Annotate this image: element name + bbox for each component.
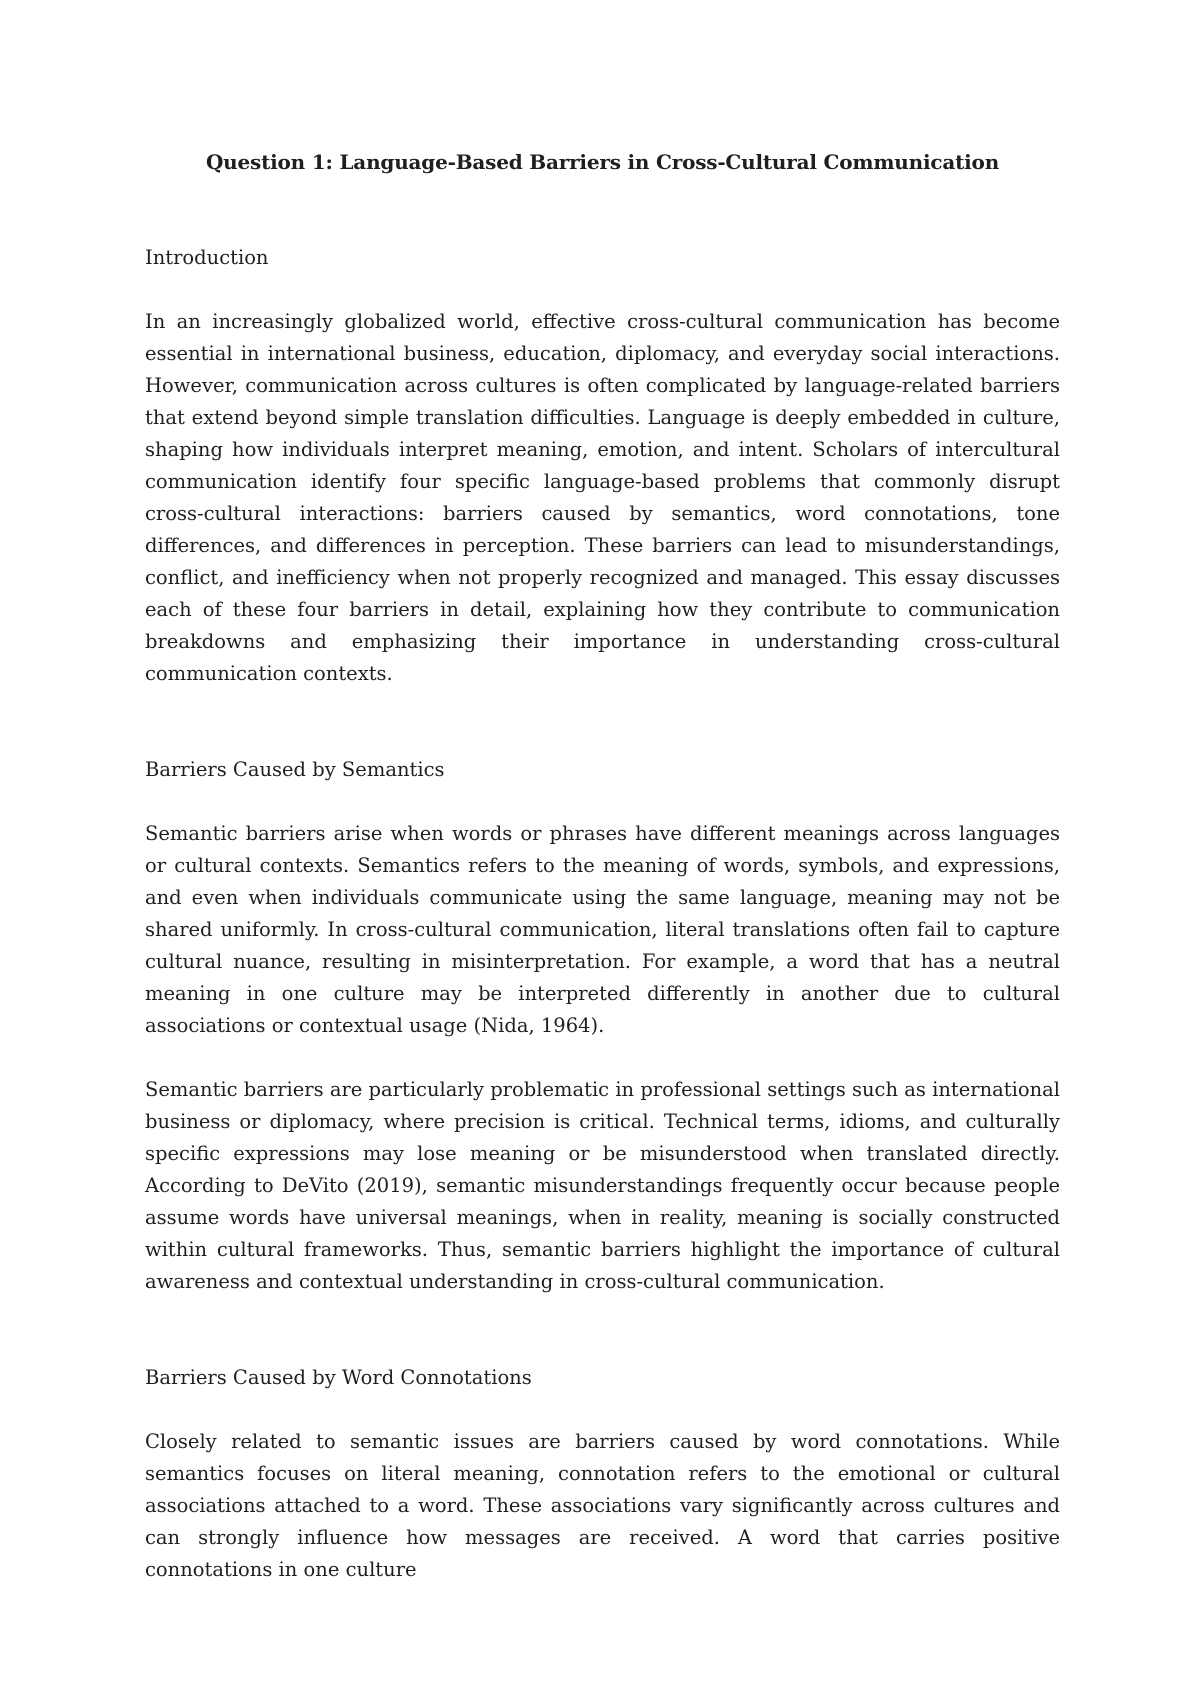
paragraph: Semantic barriers arise when words or phrases have different meanings across languages or cultural contexts. Semantics refers to the meaning of words, symbols, and expressions, and even when individuals communicate using the same language, meaning may not be shared uniformly. In cross-cultural communication, literal translations often fail to capture cultural nuance, resulting in misinterpretation. For example, a word that has a neutral meaning in one culture may be interpreted differently in another due to cultural associations or contextual usage (Nida, 1964).	[145, 822, 1060, 1037]
section-heading: Barriers Caused by Word Connotations	[145, 1366, 532, 1389]
document-title: Question 1: Language-Based Barriers in Cross-Cultural Communication	[205, 150, 1000, 174]
paragraph: Semantic barriers are particularly problematic in professional settings such as international business or diplomacy, where precision is critical. Technical terms, idioms, and culturally specific expressions may lose meaning or be misunderstood when translated directly. According to DeVito (2019), semantic misunderstandings frequently occur because people assume words have universal meanings, when in reality, meaning is socially constructed within cultural frameworks. Thus, semantic barriers highlight the importance of cultural awareness and contextual understanding in cross-cultural communication.	[145, 1078, 1060, 1293]
section-heading: Introduction	[145, 246, 269, 269]
section-introduction	[145, 242, 1060, 690]
section-connotations	[145, 1362, 1060, 1586]
paragraph: Closely related to semantic issues are barriers caused by word connotations. While semantics focuses on literal meaning, connotation refers to the emotional or cultural associations attached to a word. These associations vary significantly across cultures and can strongly influence how messages are received. A word that carries positive connotations in one culture	[145, 1430, 1060, 1581]
document-page	[145, 146, 1060, 1618]
section-heading: Barriers Caused by Semantics	[145, 758, 445, 781]
section-semantics	[145, 754, 1060, 1298]
paragraph: In an increasingly globalized world, effective cross-cultural communication has become essential in international business, education, diplomacy, and everyday social interactions. However, communication across cultures is often complicated by language-related barriers that extend beyond simple translation difficulties. Language is deeply embedded in culture, shaping how individuals interpret meaning, emotion, and intent. Scholars of intercultural communication identify four specific language-based problems that commonly disrupt cross-cultural interactions: barriers caused by semantics, word connotations, tone differences, and differences in perception. These barriers can lead to misunderstandings, conflict, and inefficiency when not properly recognized and managed. This essay discusses each of these four barriers in detail, explaining how they contribute to communication breakdowns and emphasizing their importance in understanding cross-cultural communication contexts.	[145, 310, 1060, 685]
section-spacer	[145, 1330, 1060, 1362]
section-spacer	[145, 722, 1060, 754]
